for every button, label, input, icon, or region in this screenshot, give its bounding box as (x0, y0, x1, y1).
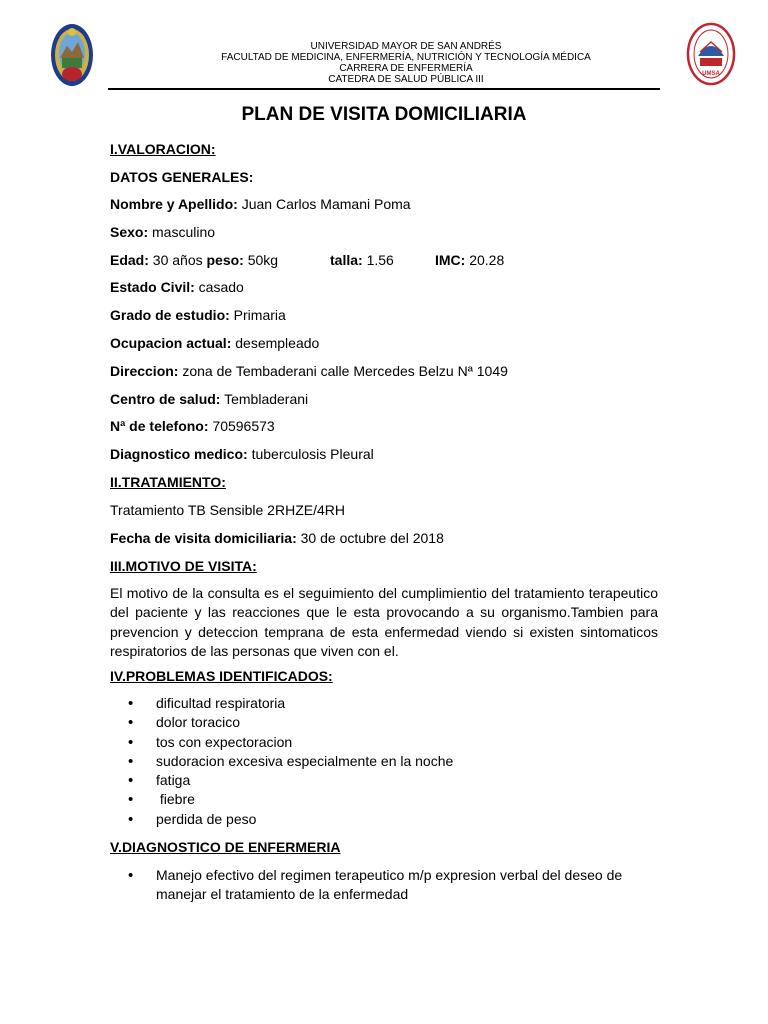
centro-value: Tembladerani (220, 391, 309, 407)
datos-generales-label: DATOS GENERALES: (110, 169, 254, 185)
list-item: • fatiga (110, 771, 658, 790)
sexo-value: masculino (148, 224, 216, 240)
nombre-label: Nombre y Apellido: (110, 196, 238, 212)
field-centro (110, 390, 308, 408)
field-grado (110, 306, 286, 324)
diagnostico-enfermeria-list (110, 866, 658, 905)
telefono-value: 70596573 (208, 418, 275, 434)
field-fecha-visita (110, 529, 444, 547)
document-title: PLAN DE VISITA DOMICILIARIA (241, 104, 527, 125)
umsa-logo-right (686, 22, 736, 86)
header-university: UNIVERSIDAD MAYOR DE SAN ANDRÉS (310, 41, 502, 52)
list-item: • dificultad respiratoria (110, 694, 658, 713)
field-estado-civil (110, 278, 244, 296)
diagnostico-label: Diagnostico medico: (110, 446, 248, 462)
ocupacion-value: desempleado (231, 335, 320, 351)
section-problemas-heading: IV.PROBLEMAS IDENTIFICADOS: (110, 668, 333, 684)
tratamiento-text: Tratamiento TB Sensible 2RHZE/4RH (110, 502, 345, 518)
datos-generales-heading (110, 168, 253, 186)
section-valoracion-heading: I.VALORACION: (110, 141, 216, 157)
estado-value: casado (194, 279, 244, 295)
grado-label: Grado de estudio: (110, 307, 230, 323)
field-nombre (110, 195, 411, 213)
talla-value: 1.56 (362, 252, 394, 268)
grado-value: Primaria (229, 307, 286, 323)
estado-label: Estado Civil: (110, 279, 195, 295)
umsa-logo-text: UMSA (702, 71, 720, 77)
centro-label: Centro de salud: (110, 391, 221, 407)
fecha-value: 30 de octubre del 2018 (296, 530, 444, 546)
section-tratamiento-heading: II.TRATAMIENTO: (110, 474, 226, 490)
list-item: • Manejo efectivo del regimen terapeutico m/p expresion verbal del deseo de manejar el tratamiento de la enfermedad (110, 866, 658, 905)
list-item: • dolor toracico (110, 713, 658, 732)
list-item: • sudoracion excesiva especialmente en la noche (110, 752, 658, 771)
header-career: CARRERA DE ENFERMERÍA (339, 63, 473, 74)
field-ocupacion (110, 334, 319, 352)
header-divider (108, 88, 660, 90)
field-edad-peso-talla-imc (110, 251, 278, 269)
diagnostico-value: tuberculosis Pleural (247, 446, 374, 462)
nombre-value: Juan Carlos Mamani Poma (237, 196, 411, 212)
talla-label: talla: (330, 252, 363, 268)
edad-label: Edad: (110, 252, 149, 268)
direccion-value: zona de Tembaderani calle Mercedes Belzu Nª 1049 (178, 363, 508, 379)
peso-label: peso: (206, 252, 244, 268)
field-talla (330, 251, 394, 269)
imc-value: 20.28 (465, 252, 505, 268)
imc-label: IMC: (435, 252, 466, 268)
problemas-list (110, 694, 658, 829)
list-item: • tos con expectoracion (110, 733, 658, 752)
header-chair: CATEDRA DE SALUD PÚBLICA III (328, 74, 484, 85)
field-diagnostico-medico (110, 445, 374, 463)
edad-value: 30 años (148, 252, 207, 268)
field-sexo (110, 223, 215, 241)
telefono-label: Nª de telefono: (110, 418, 209, 434)
field-imc (435, 251, 504, 269)
university-crest-left (50, 22, 94, 88)
field-telefono (110, 417, 275, 435)
field-direccion (110, 362, 508, 380)
list-item: • perdida de peso (110, 810, 658, 829)
ocupacion-label: Ocupacion actual: (110, 335, 232, 351)
peso-value: 50kg (243, 252, 279, 268)
motivo-paragraph: El motivo de la consulta es el seguimiento del cumplimientio del tratamiento terapeutico del paciente y las reacciones que le esta provocando a su organismo.Tambien para prevencion y deteccion temprana de esta enfermedad viendo si existen sintomaticos respiratorios de las personas que viven con el. (110, 585, 658, 659)
fecha-label: Fecha de visita domiciliaria: (110, 530, 297, 546)
list-item: • fiebre (110, 790, 658, 809)
sexo-label: Sexo: (110, 224, 149, 240)
institution-header (150, 41, 662, 85)
direccion-label: Direccion: (110, 363, 179, 379)
section-motivo-heading: III.MOTIVO DE VISITA: (110, 558, 257, 574)
section-diagnostico-enfermeria-heading: V.DIAGNOSTICO DE ENFERMERIA (110, 839, 341, 855)
header-faculty: FACULTAD DE MEDICINA, ENFERMERÍA, NUTRICIÓN Y TECNOLOGÍA MÉDICA (221, 52, 591, 63)
